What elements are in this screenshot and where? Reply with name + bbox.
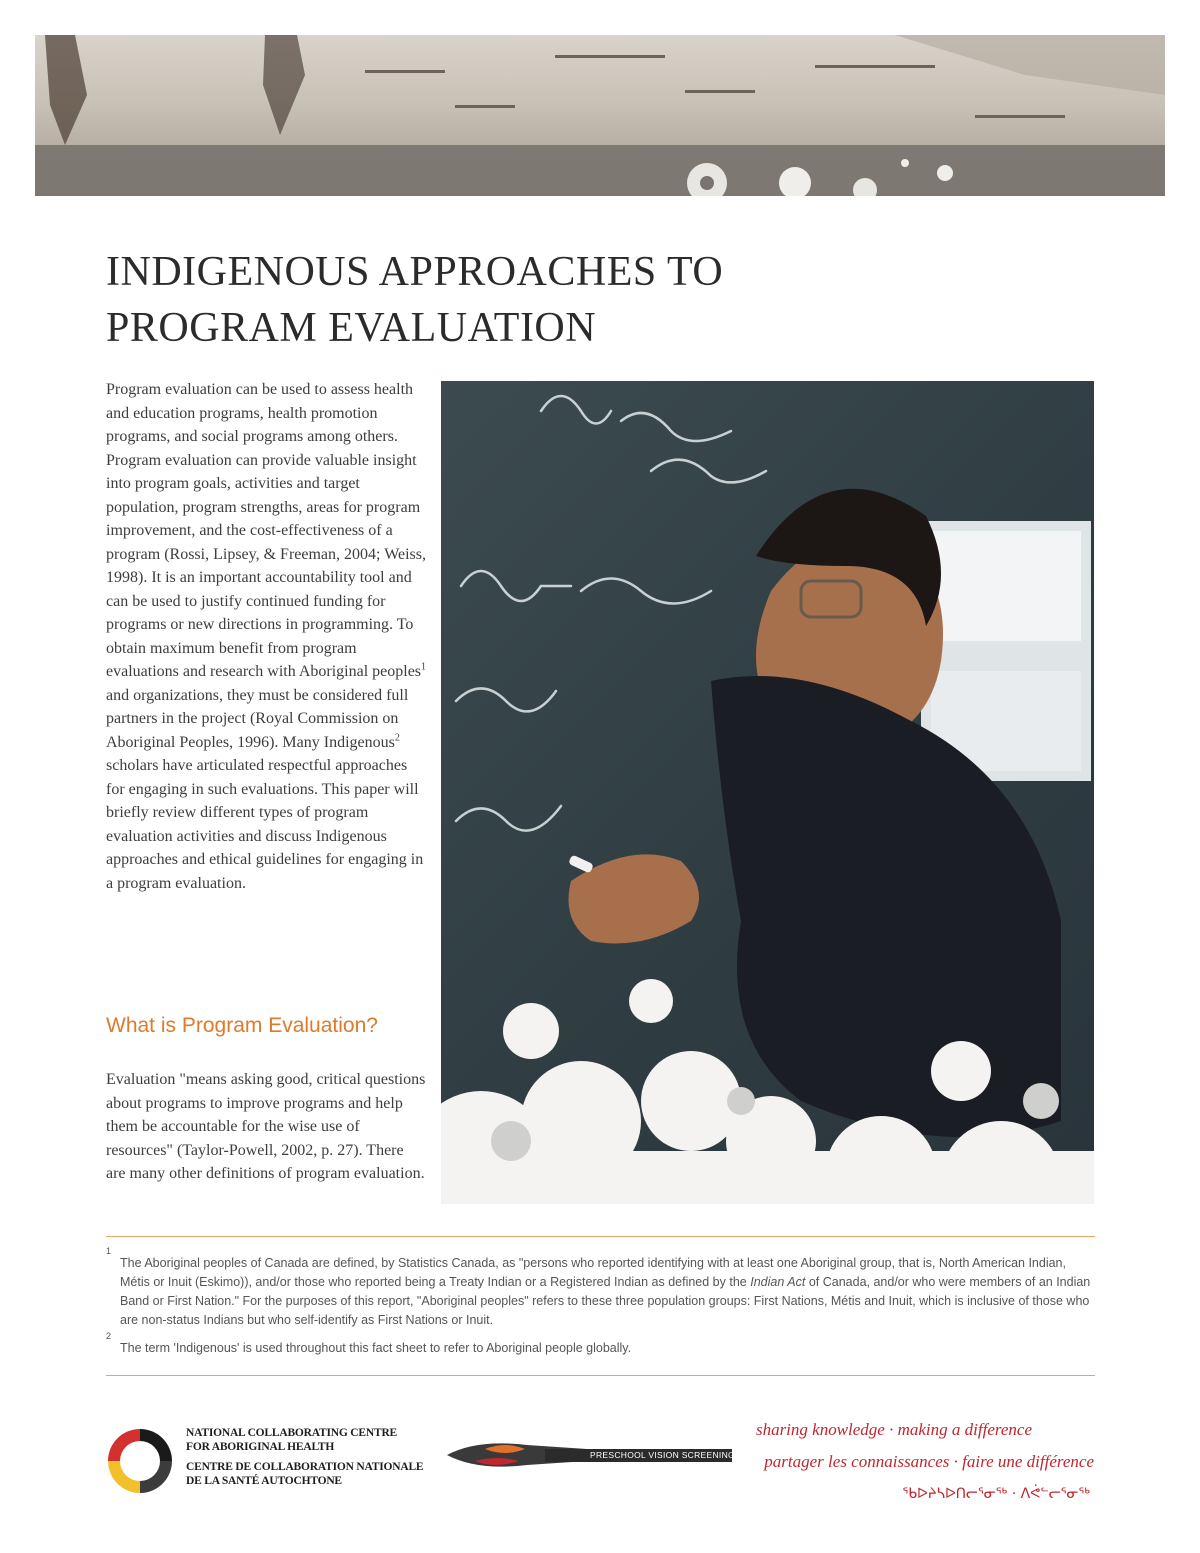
section-heading: What is Program Evaluation? <box>106 1014 378 1037</box>
organization-name <box>186 1427 446 1488</box>
intro-text-part-2: and organizations, they must be considered full partners in the project (Royal Commission on Aboriginal Peoples, 1996). Many Indigenous <box>106 686 409 751</box>
org-name-en-2: FOR ABORIGINAL HEALTH <box>186 1440 335 1453</box>
org-name-fr-1: CENTRE DE COLLABORATION NATIONALE <box>186 1461 424 1473</box>
divider-bottom <box>106 1375 1095 1376</box>
footnote-2: 2 The term 'Indigenous' is used throughout this fact sheet to refer to Aboriginal people globally. <box>106 1331 632 1355</box>
tagline-iu: ᖃᐅᔨᓴᐅᑎᓕᕐᓂᖅ · ᐱᕚᓪᓕᕐᓂᖅ <box>902 1486 1090 1502</box>
footnote-1-text-end: of Canada, and/or who were members of an Indian Band or First Nation." For the purposes of this report, "Aboriginal peoples" refers to these three population groups: First Nations, Métis and Inuit, which is inclusive of those who are non-status Indians but who self-identify as First Nations or Inuit. <box>120 1275 1091 1327</box>
footnote-ref-1: 1 <box>421 661 427 673</box>
footnotes <box>106 1246 1095 1367</box>
partner-label: PRESCHOOL VISION SCREENING <box>590 1450 735 1460</box>
definition-paragraph: Evaluation "means asking good, critical questions about programs to improve programs and help them be accountable for the wise use of resources" (Taylor-Powell, 2002, p. 27). There are many other definitions of program evaluation. <box>106 1071 426 1182</box>
footnote-1-italic: Indian Act <box>750 1275 806 1289</box>
document-title <box>106 244 866 356</box>
footnote-ref-2: 2 <box>394 732 400 744</box>
footnote-1: 1 The Aboriginal peoples of Canada are defined, by Statistics Canada, as "persons who reported identifying with at least one Aboriginal group, that is, North American Indian, Métis or Inuit (Eskimo)), and/or those who reported being a Treaty Indian or a Registered Indian as defined by the Indian Act of Canada, and/or who were members of an Indian Band or First Nation." For the purposes of this report, "Aboriginal peoples" refers to these three population groups: First Nations, Métis and Inuit, which is inclusive of those who are non-status Indians but who self-identify as First Nations or Inuit. <box>106 1246 1091 1327</box>
intro-text-part-3: scholars have articulated respectful approaches for engaging in such evaluations. This paper will briefly review different types of program evaluation activities and discuss Indigenous approaches and ethical guidelines for engaging in a program evaluation. <box>106 757 424 892</box>
title-line-1: INDIGENOUS APPROACHES TO <box>106 249 724 295</box>
divider-top <box>106 1236 1095 1237</box>
ncch-logo-icon <box>104 1425 176 1497</box>
photo-illustration <box>441 381 1094 1204</box>
footnote-1-text: The Aboriginal peoples of Canada are defined, by Statistics Canada, as "persons who reported identifying with at least one Aboriginal group, that is, North American Indian, Métis or Inuit (Eskimo)), and/or those who reported being a Treaty Indian or a Registered Indian as defined by the <box>120 1256 1066 1289</box>
tagline-fr: partager les connaissances · faire une différence <box>764 1452 1094 1471</box>
intro-paragraph <box>106 378 426 895</box>
tagline-en: sharing knowledge · making a difference <box>755 1420 1032 1439</box>
teacher-chalkboard-photo <box>441 381 1094 1204</box>
header-banner-image <box>35 35 1165 196</box>
flower-motif <box>35 35 1165 196</box>
footnote-2-text: The term 'Indigenous' is used throughout this fact sheet to refer to Aboriginal people globally. <box>120 1341 632 1355</box>
org-name-fr-2: DE LA SANTÉ AUTOCHTONE <box>186 1474 342 1487</box>
org-name-en-1: NATIONAL COLLABORATING CENTRE <box>186 1427 398 1439</box>
tagline <box>756 1414 1094 1510</box>
title-line-2: PROGRAM EVALUATION <box>106 305 597 351</box>
intro-text-part-1: Program evaluation can be used to assess health and education programs, health promotion programs, and social programs among others. Program evaluation can provide valuable insight into program goals, activities and target population, program strengths, areas for program improvement, and the cost-effectiveness of a program (Rossi, Lipsey, & Freeman, 2004; Weiss, 1998). It is an important accountability tool and can be used to justify continued funding for programs or new directions in programming. To obtain maximum benefit from program evaluations and research with Aboriginal peoples <box>106 381 427 680</box>
